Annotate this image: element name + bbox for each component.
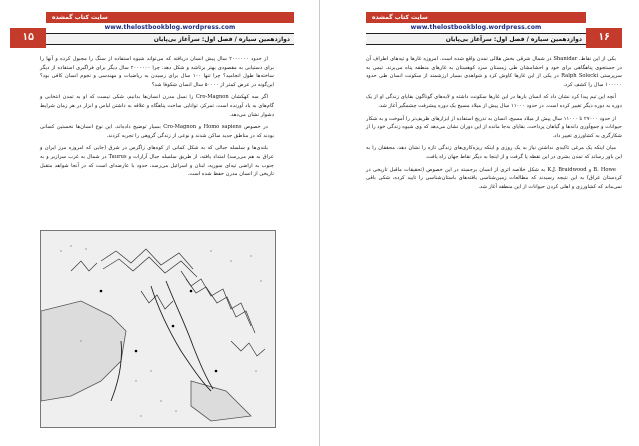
site-label-bar-right	[366, 12, 586, 23]
left-paragraph: بلندی‌ها و سلسله جبالی که به شکل کمانی از کوه‌های زاگرس در شرق (جایی که امروزه مرز ایران و عراق به هم می‌رسد) امتداد یافته، از طریق سلسله جبال آرارات و Taurus در شمال به غرب سرازیر و به جنوب به اراضی تپه‌ای سوریه، لبنان و اسرائیل می‌رسد، حدود با عارضه‌ای است که در آنجا شواهد متقبل تاریخی از انسان مدرن حفظ شده است.	[40, 145, 274, 178]
running-header-left: دوازدهمین سیاره / فصل اول: سرآغاز بی‌پایان	[46, 33, 294, 45]
page-number-left: ۱۵	[10, 28, 46, 48]
left-paragraph: از حدود ۲۰۰۰۰۰۰ سال پیش انسان دریافته که می‌تواند شیوه استفاده از سنگ را مجبول کرده و آنها را برای دستیابی به مقصودی بهتر برتاشه و شکل دهد. چرا ۲۰۰۰۰۰۰ سال دیگر برای فراگیری استفاده از دیگر ساخته‌ها طول انجامید؟ چرا تنها ۱۰۰ سال برای رسیدن به ریاضیات و مهندسی و نجوم انسان کافی بود؟ این‌گونه در عرض کمتر از ۵۰۰۰۰ سال انسان شکوفا شد؟	[40, 56, 274, 88]
left-body-text	[40, 55, 274, 227]
right-page	[320, 0, 639, 446]
site-label-left: سایت کتاب گمشده	[52, 14, 108, 21]
page-number-right: ۱۶	[586, 28, 622, 48]
site-url-right[interactable]: www.thelostbookblog.wordpress.com	[410, 24, 542, 31]
site-label-right: سایت کتاب گمشده	[372, 14, 428, 21]
near-east-relief-map	[40, 230, 276, 428]
map-illustration	[41, 231, 275, 427]
left-paragraph: در خصوص Homo sapiens و Cro-Magnon بسیار توضیح داده‌اند. این نوع انسان‌ها نخستین کسانی بودند که در مناطق جدید ساکن شدند و نوعی از زندگی گروهی را تجربه کردند.	[40, 124, 274, 139]
right-paragraph: B. Howe و K.J. Braidwood به شکل خلاصه اثری از انسان برجسته در این خصوص (تحقیقات ماقبل تاریخی در کردستان عراق) به این نتیجه رسیدند که مطالعات زمین‌شناسی یافته‌های باستان‌شناسی را تایید کرده، شکی باقی نمی‌ماند که کشاورزی و اهلی کردن حیوانات از این منطقه آغاز شد.	[366, 166, 622, 190]
right-paragraph: از حدود ۲۷۰۰۰ تا ۱۱۰۰۰ سال پیش از میلاد مسیح، انسان به تدریج استفاده از ابزارهای ظریف‌تر را آموخت و به شکار حیوانات و جمع‌آوری دانه‌ها و گیاهان پرداخت. بقایای به‌جا مانده از این دوران نشان می‌دهد که وی شیوه زندگی خود را از شکارگری به کشاورزی تغییر داد.	[366, 115, 622, 139]
right-body-text	[366, 55, 622, 440]
site-url-left[interactable]: www.thelostbookblog.wordpress.com	[104, 24, 236, 31]
running-header-right: دوازدهمین سیاره / فصل اول: سرآغاز بی‌پایان	[366, 33, 586, 45]
right-paragraph: یکی از این نقاط، Shanidar در شمال شرقی بخش هلالی تمدن واقع شده است. امروزه غارها و تپه‌های اطراف آن در جستجوی پناهگاهی برای خود و احشامشان طی زمستان سرد کوهستان به غارهای منطقه پناه می‌برند. تیمی به سرپرستی Ralph Solecki در یکی از این غارها کاوش کرد و شواهدی بسیار ارزشمند از سکونت انسان طی حدود ۱۰۰۰۰۰ سال را کشف کرد.	[366, 56, 623, 88]
left-paragraph: اگر سه کهکشان Cro-Magnon را نسل مدرن انسان‌ها بدانیم، شکی نیست که او به تمدن انتخابی و گام‌های به یاد آورنده است. تمرکز، توانایی ساخت پناهگاه و علاقه به داشتن لباس و ابزار در هر زمان شرایط دشوار نشان می‌دهد.	[40, 94, 274, 118]
right-paragraph: میان اینکه یک مرغی تاکیدی نداشتن نیاز به یک روزی و اینکه ریزه‌کاری‌های زندگی تازه را نشان دهد، محققان را به این باور رساند که تمدن بشری در این نقطه پا گرفت و از اینجا به دیگر نقاط جهان راه یافت.	[366, 145, 622, 160]
site-label-bar-left	[46, 12, 294, 23]
left-page	[0, 0, 319, 446]
right-paragraph: آنچه این تیم پیدا کرد نشان داد که انسان بارها در این غارها سکونت داشته و لایه‌های گوناگون بقایای زندگی او از یک دوره به دوره دیگر تغییر کرده است. در حدود ۱۱۰۰۰ سال پیش از میلاد مسیح یک دوره پیشرفت چشمگیر آغاز شد.	[366, 94, 622, 109]
